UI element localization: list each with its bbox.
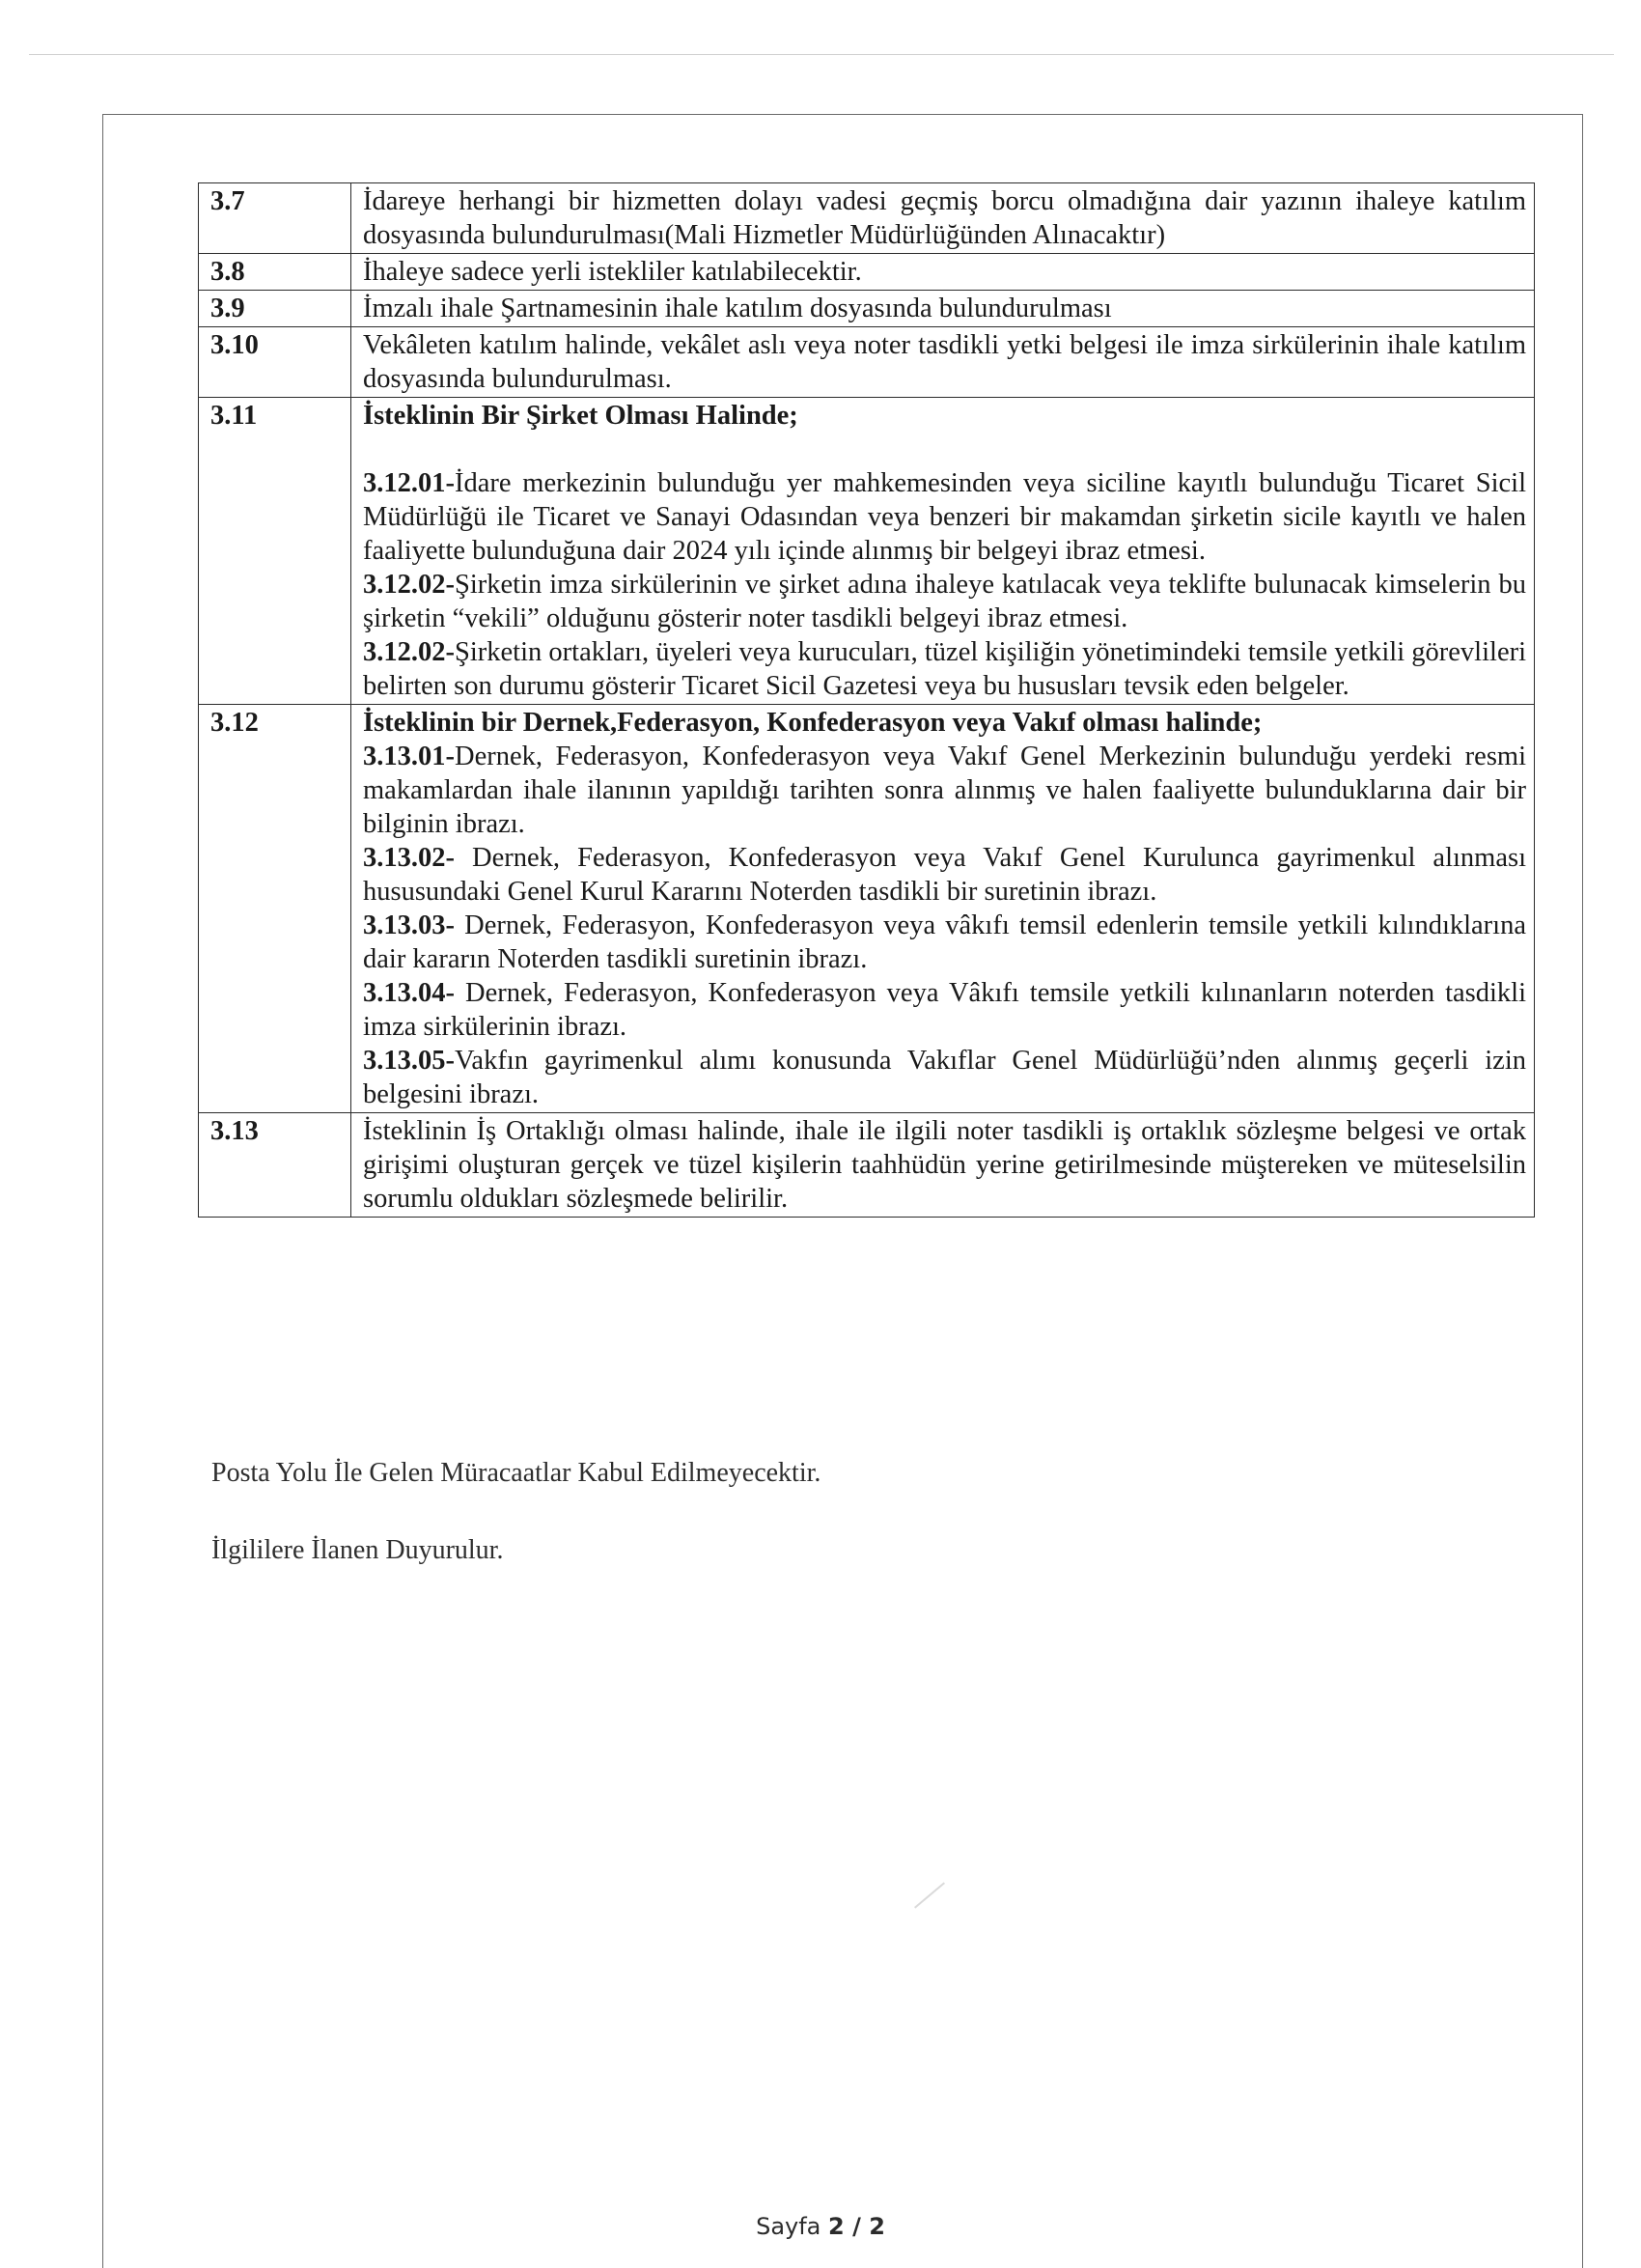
mail-notice: Posta Yolu İle Gelen Müracaatlar Kabul Edilmeyecektir. (211, 1458, 821, 1488)
list-item (363, 568, 1526, 635)
item-text: Şirketin imza sirkülerinin ve şirket adına ihaleye katılacak veya teklifte bulunacak kimselerin bu şirketin “vekili” olduğunu gösterir noter tasdikli belgeyi ibraz etmesi. (363, 570, 1526, 633)
row-number: 3.11 (199, 398, 351, 705)
footer-separator: / (844, 2213, 870, 2240)
item-code: 3.13.02- (363, 843, 455, 873)
list-item (363, 841, 1526, 909)
footer-total-pages: 2 (869, 2213, 885, 2240)
item-code: 3.13.03- (363, 910, 455, 940)
row-number: 3.8 (199, 254, 351, 291)
list-item (363, 740, 1526, 841)
table-row (199, 254, 1535, 291)
row-text: İdareye herhangi bir hizmetten dolayı vadesi geçmiş borcu olmadığına dair yazının ihaleye katılım dosyasında bulundurulması(Mali Hizmetler Müdürlüğünden Alınacaktır) (351, 183, 1535, 254)
section-heading: İsteklinin bir Dernek,Federasyon, Konfederasyon veya Vakıf olması halinde; (363, 708, 1263, 738)
page-footer (0, 2213, 1641, 2240)
table-row (199, 398, 1535, 705)
list-item (363, 909, 1526, 976)
conditions-table (198, 182, 1535, 1218)
spacer (363, 433, 1526, 466)
row-content (351, 705, 1535, 1113)
item-code: 3.13.01- (363, 742, 455, 771)
row-number: 3.10 (199, 327, 351, 398)
row-text: Vekâleten katılım halinde, vekâlet aslı veya noter tasdikli yetki belgesi ile imza sirkülerinin ihale katılım dosyasında bulundurulması. (351, 327, 1535, 398)
list-item (363, 976, 1526, 1044)
item-text: Dernek, Federasyon, Konfederasyon veya Vakıf Genel Merkezinin bulunduğu yerdeki resmi makamlardan ihale ilanının yapıldığı tarihten sonra alınmış ve halen faaliyette bulunduklarına dair bir bilginin ibrazı. (363, 742, 1526, 839)
list-item (363, 1044, 1526, 1111)
footer-current-page: 2 (828, 2213, 845, 2240)
footer-label: Sayfa (756, 2213, 829, 2240)
table-row (199, 327, 1535, 398)
list-item (363, 635, 1526, 703)
row-number: 3.13 (199, 1113, 351, 1218)
scan-edge-line (29, 54, 1614, 55)
table-row (199, 705, 1535, 1113)
item-code: 3.12.02- (363, 570, 455, 600)
item-code: 3.12.01- (363, 468, 455, 498)
row-number: 3.7 (199, 183, 351, 254)
item-text: İdare merkezinin bulunduğu yer mahkemesinden veya siciline kayıtlı bulunduğu Ticaret Sicil Müdürlüğü ile Ticaret ve Sanayi Odasından veya benzeri bir makamdan şirketin sicile kayıtlı ve halen faaliyette bulunduğuna dair 2024 yılı içinde alınmış bir belgeyi ibraz etmesi. (363, 468, 1526, 566)
item-text: Dernek, Federasyon, Konfederasyon veya Vakıf Genel Kurulunca gayrimenkul alınması hususundaki Genel Kurul Kararını Noterden tasdikli bir suretinin ibrazı. (363, 843, 1526, 907)
item-code: 3.13.04- (363, 978, 455, 1008)
item-text: Vakfın gayrimenkul alımı konusunda Vakıflar Genel Müdürlüğü’nden alınmış geçerli izin belgesini ibrazı. (363, 1046, 1526, 1109)
row-text: İsteklinin İş Ortaklığı olması halinde, ihale ile ilgili noter tasdikli iş ortaklık sözleşme belgesi ve ortak girişimi oluşturan gerçek ve tüzel kişilerin taahhüdün yerine getirilmesinde müştereken ve müteselsilin sorumlu oldukları sözleşmede belirilir. (351, 1113, 1535, 1218)
announcement-notice: İlgililere İlanen Duyurulur. (211, 1535, 504, 1565)
row-number: 3.12 (199, 705, 351, 1113)
table-row (199, 1113, 1535, 1218)
item-code: 3.13.05- (363, 1046, 455, 1076)
item-text: Şirketin ortakları, üyeleri veya kurucuları, tüzel kişiliğin yönetimindeki temsile yetkili görevlileri belirten son durumu gösterir Ticaret Sicil Gazetesi veya bu hususları tevsik eden belgeler. (363, 637, 1526, 701)
row-text: İmzalı ihale Şartnamesinin ihale katılım dosyasında bulundurulması (351, 291, 1535, 327)
row-text: İhaleye sadece yerli istekliler katılabilecektir. (351, 254, 1535, 291)
row-content (351, 398, 1535, 705)
table-row (199, 183, 1535, 254)
table-row (199, 291, 1535, 327)
list-item (363, 466, 1526, 568)
item-code: 3.12.02- (363, 637, 455, 667)
item-text: Dernek, Federasyon, Konfederasyon veya Vâkıfı temsile yetkili kılınanların noterden tasdikli imza sirkülerinin ibrazı. (363, 978, 1526, 1042)
row-number: 3.9 (199, 291, 351, 327)
section-heading: İsteklinin Bir Şirket Olması Halinde; (363, 401, 798, 431)
item-text: Dernek, Federasyon, Konfederasyon veya vâkıfı temsil edenlerin temsile yetkili kılındıklarına dair kararın Noterden tasdikli suretinin ibrazı. (363, 910, 1526, 974)
